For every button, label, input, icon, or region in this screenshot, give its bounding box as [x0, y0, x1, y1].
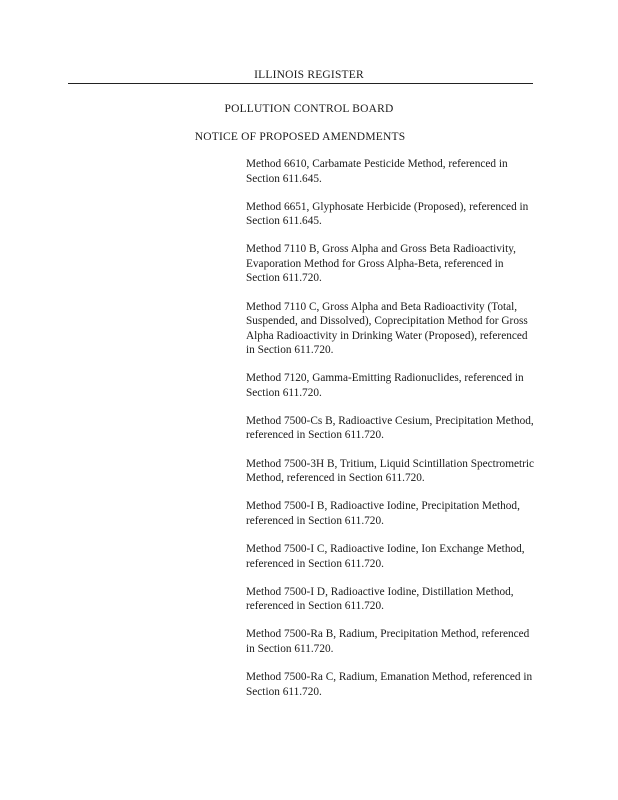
- method-entry: Method 7500-I D, Radioactive Iodine, Distillation Method, referenced in Section 611.720.: [246, 585, 514, 613]
- register-title: [0, 69, 618, 81]
- header-rule: [68, 83, 533, 84]
- method-entry: Method 7500-I C, Radioactive Iodine, Ion Exchange Method, referenced in Section 611.720.: [246, 543, 525, 570]
- method-entry: Method 7500-Ra C, Radium, Emanation Method, referenced in Section 611.720.: [246, 671, 533, 698]
- method-entry: Method 7120, Gamma-Emitting Radionuclides, referenced in Section 611.720.: [246, 372, 524, 399]
- method-entry: Method 7500-Ra B, Radium, Precipitation Method, referenced in Section 611.720.: [246, 628, 530, 655]
- method-entry: Method 6651, Glyphosate Herbicide (Proposed), referenced in Section 611.645.: [246, 200, 529, 228]
- register-title-text: ILLINOIS REGISTER: [248, 69, 370, 81]
- board-title: POLLUTION CONTROL BOARD: [224, 103, 394, 115]
- notice-title: NOTICE OF PROPOSED AMENDMENTS: [194, 131, 406, 143]
- method-entry: Method 6610, Carbamate Pesticide Method, referenced in Section 611.645.: [246, 158, 508, 185]
- method-entry: Method 7500-I B, Radioactive Iodine, Precipitation Method, referenced in Section 611.720.: [246, 500, 520, 527]
- method-list: [246, 157, 536, 713]
- method-entry: Method 7110 B, Gross Alpha and Gross Beta Radioactivity, Evaporation Method for Gross Alpha-Beta, referenced in Section 611.720.: [246, 243, 516, 285]
- method-entry: Method 7500-3H B, Tritium, Liquid Scintillation Spectrometric Method, referenced in Section 611.720.: [246, 457, 535, 485]
- method-entry: Method 7110 C, Gross Alpha and Beta Radioactivity (Total, Suspended, and Dissolved), Coprecipitation Method for Gross Alpha Radioactivity in Drinking Water (Proposed), referenced in Section 611.720.: [246, 300, 528, 357]
- method-entry: Method 7500-Cs B, Radioactive Cesium, Precipitation Method, referenced in Section 611.720.: [246, 414, 534, 442]
